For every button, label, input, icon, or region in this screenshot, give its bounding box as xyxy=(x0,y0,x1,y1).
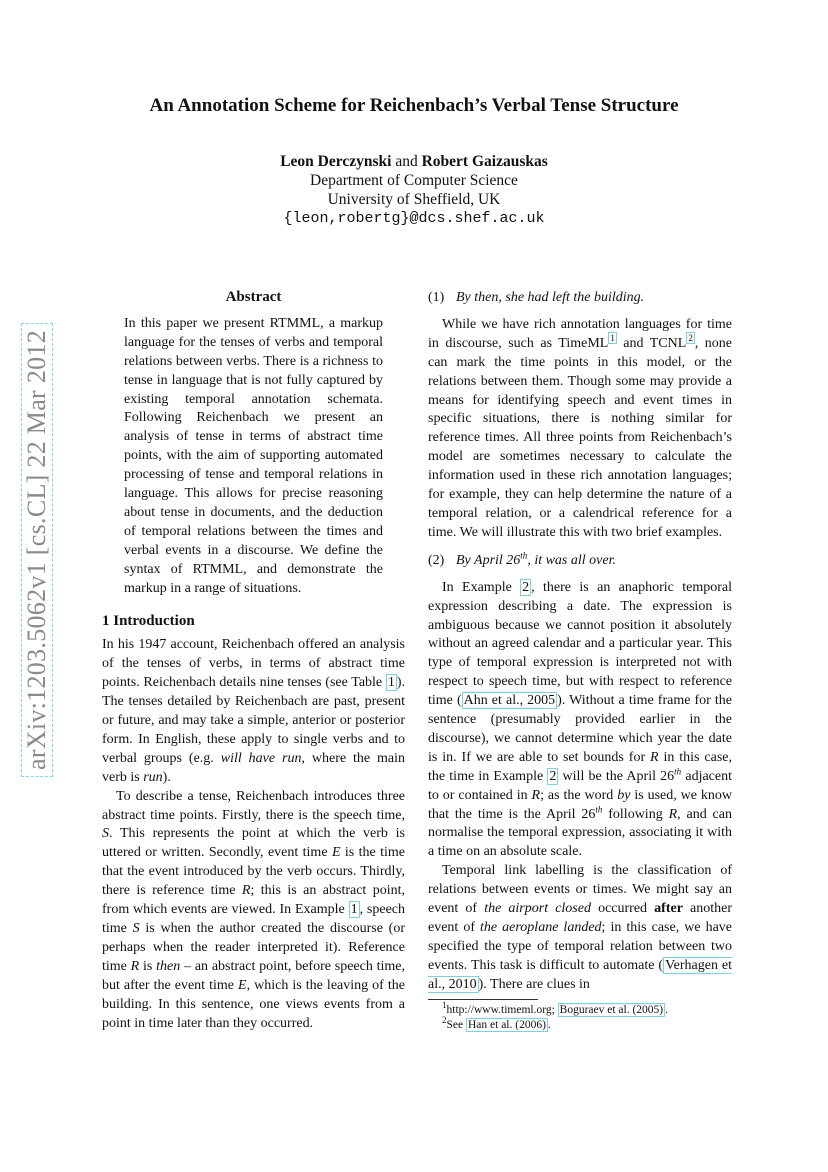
text: ; in this case, we have specified the type of temporal relation between two events. This task is difficult to automate ( xyxy=(428,920,732,973)
math-var: S xyxy=(102,826,109,842)
citation-link[interactable]: Verhagen et al., 2010 xyxy=(428,957,733,992)
text: ; as the word xyxy=(540,787,618,803)
text: , where the main verb is xyxy=(102,750,406,785)
superscript: th xyxy=(674,766,682,777)
example-number: (1) xyxy=(428,290,445,305)
right-paragraph-2 xyxy=(428,579,732,863)
department: Department of Computer Science xyxy=(310,172,518,189)
arxiv-sidebar xyxy=(22,329,52,771)
text: ). xyxy=(162,769,171,785)
author-and: and xyxy=(395,153,418,170)
section-heading-introduction: 1 Introduction xyxy=(102,612,195,629)
university: University of Sheffield, UK xyxy=(327,191,501,208)
paper-title: An Annotation Scheme for Reichenbach’s Verbal Tense Structure xyxy=(149,95,679,116)
text-bold: after xyxy=(654,901,683,917)
example-ref-link[interactable]: 2 xyxy=(549,768,557,784)
math-var: R xyxy=(531,787,541,803)
example-ref-link[interactable]: 2 xyxy=(522,579,530,595)
arxiv-identifier[interactable]: arXiv:1203.5062v1 [cs.CL] 22 Mar 2012 xyxy=(21,323,53,777)
right-column xyxy=(428,289,732,1033)
text: is the time that the event introduced by the verb occurs. Thirdly, there is reference time xyxy=(102,845,405,899)
text: ). There are clues in xyxy=(478,976,590,992)
example-1 xyxy=(428,289,732,308)
text: , there is an anaphoric temporal expression describing a date. The expression is ambiguous because we cannot position it absolutely without an agreed calendar and a particular year. This type of temporal expression is interpreted not with respect to speech time, but with respect to reference time ( xyxy=(428,579,733,709)
left-column xyxy=(102,288,405,1033)
text: in this case, the time in Example xyxy=(428,749,732,784)
math-var: R xyxy=(241,883,251,899)
math-var: R xyxy=(650,749,659,765)
citation-link[interactable]: Ahn et al., 2005 xyxy=(463,693,556,709)
abstract-body: In this paper we present RTMML, a markup language for the tenses of verbs and temporal relations between verbs. There is a richness to tense in language that is not fully captured by existing temporal annotation schemata. Following Reichenbach we present an analysis of tense in terms of abstract time points, with the aim of supporting automated processing of tense and temporal relations in language. This allows for precise reasoning about tense in documents, and the deduction of temporal relations between the times and verbal events in a discourse. We define the syntax of RTMML, and demonstrate the markup in a range of situations. xyxy=(124,315,383,596)
right-paragraph-3 xyxy=(428,862,732,994)
citation-link[interactable]: Han et al. (2006) xyxy=(467,1018,546,1031)
intro-paragraph-1 xyxy=(102,636,405,787)
text: another event of xyxy=(428,901,733,935)
superscript: th xyxy=(595,803,603,814)
email: {leon,robertg}@dcs.shef.ac.uk xyxy=(283,210,545,227)
text: will be the April 26 xyxy=(558,768,675,784)
math-var: E xyxy=(331,845,341,861)
abstract-heading: Abstract xyxy=(225,289,282,305)
text: and TCNL xyxy=(616,335,687,351)
text-italic: run xyxy=(143,769,163,785)
footnote-1 xyxy=(428,999,732,1018)
text: occurred xyxy=(590,901,655,917)
math-var: R xyxy=(668,806,678,822)
math-var: E xyxy=(238,977,247,993)
math-var: S xyxy=(132,921,140,936)
text-italic: the aeroplane landed xyxy=(480,920,602,935)
footnote-2-link[interactable]: 2 xyxy=(688,333,693,344)
text: In Example xyxy=(442,579,521,595)
right-paragraph-1 xyxy=(428,316,732,543)
footnote-1-link[interactable]: 1 xyxy=(610,333,615,344)
text: While we have rich annotation languages for time in discourse, such as TimeML xyxy=(428,316,732,351)
example-2 xyxy=(428,552,732,571)
text: . This represents the point at which the verb is uttered or written. Secondly, event time xyxy=(102,826,405,861)
text: ; this is an abstract point, from which events are viewed. In Example xyxy=(102,883,405,918)
footnote-number: 2 xyxy=(442,1014,447,1025)
text: Temporal link labelling is the classification of relations between events or times. We might say an event of xyxy=(428,863,732,917)
math-var: R xyxy=(130,958,140,974)
text: – an abstract point, before speech time, but after the event time xyxy=(102,958,406,993)
text: , and can normalise the temporal expression, associating it with a time on an absolute scale. xyxy=(428,806,732,860)
text-italic: by xyxy=(617,787,631,803)
example-text: , it was all over. xyxy=(527,552,616,568)
text: , speech time xyxy=(102,902,405,936)
footnote-text: . xyxy=(665,1003,669,1016)
example-text: By April 26 xyxy=(456,552,521,568)
text-italic: will have run xyxy=(220,750,302,766)
example-ref-link[interactable]: 1 xyxy=(350,902,358,918)
text-italic: the airport closed xyxy=(484,901,591,917)
author-2: Robert Gaizauskas xyxy=(421,153,548,170)
footnote-text: . xyxy=(547,1018,551,1031)
text: ). The tenses detailed by Reichenbach are past, present or future, and may take a simple, anterior or posterior form. In English, these apply to single verbs and to verbal groups (e.g. xyxy=(102,675,405,766)
text: following xyxy=(602,806,669,822)
author-block xyxy=(0,152,828,228)
text: is xyxy=(139,958,157,974)
superscript: th xyxy=(520,550,528,561)
text: ). Without a time frame for the sentence (presumably provided earlier in the discourse), we cannot determine which year the date is in. If we are able to set bounds for xyxy=(428,693,733,765)
text: is used, we know that the time is the April 26 xyxy=(428,787,732,822)
table-ref-link[interactable]: 1 xyxy=(387,675,395,691)
footnote-text: http://www.timeml.org; xyxy=(446,1003,558,1016)
footnote-2 xyxy=(428,1014,732,1033)
citation-link[interactable]: Boguraev et al. (2005) xyxy=(559,1003,664,1016)
footnote-number: 1 xyxy=(442,999,447,1010)
text: is when the author created the discourse (or perhaps when the reader interpreted it). Reference time xyxy=(102,921,405,974)
text: In his 1947 account, Reichenbach offered an analysis of the tenses of verbs, in terms of abstract time points. Reichenbach details nine tenses (see Table xyxy=(102,637,405,691)
intro-paragraph-2 xyxy=(102,788,405,1034)
author-line xyxy=(0,152,828,171)
example-text: By then, she had left the building. xyxy=(456,290,645,305)
footnote-text: See xyxy=(446,1018,466,1031)
text: , which is the leaving of the building. In this sentence, one views events from a point in time later than they occurred. xyxy=(102,977,405,1031)
example-number: (2) xyxy=(428,552,445,568)
text: To describe a tense, Reichenbach introduces three abstract time points. Firstly, there is the speech time, xyxy=(102,788,405,823)
text: , none can mark the time points in this model, or the relations between them. Though some may provide a means for identifying speech and event times in specific situations, there is nothing similar for reference times. All three points from Reichenbach’s model are sometimes necessary to calculate the information used in these rich annotation languages; for example, they can help determine the nature of a temporal relation, or a calendrical reference for a time. We will illustrate this with two brief examples. xyxy=(428,335,733,540)
author-1: Leon Derczynski xyxy=(280,153,392,170)
text-italic: then xyxy=(156,958,181,974)
text: adjacent to or contained in xyxy=(428,768,733,803)
